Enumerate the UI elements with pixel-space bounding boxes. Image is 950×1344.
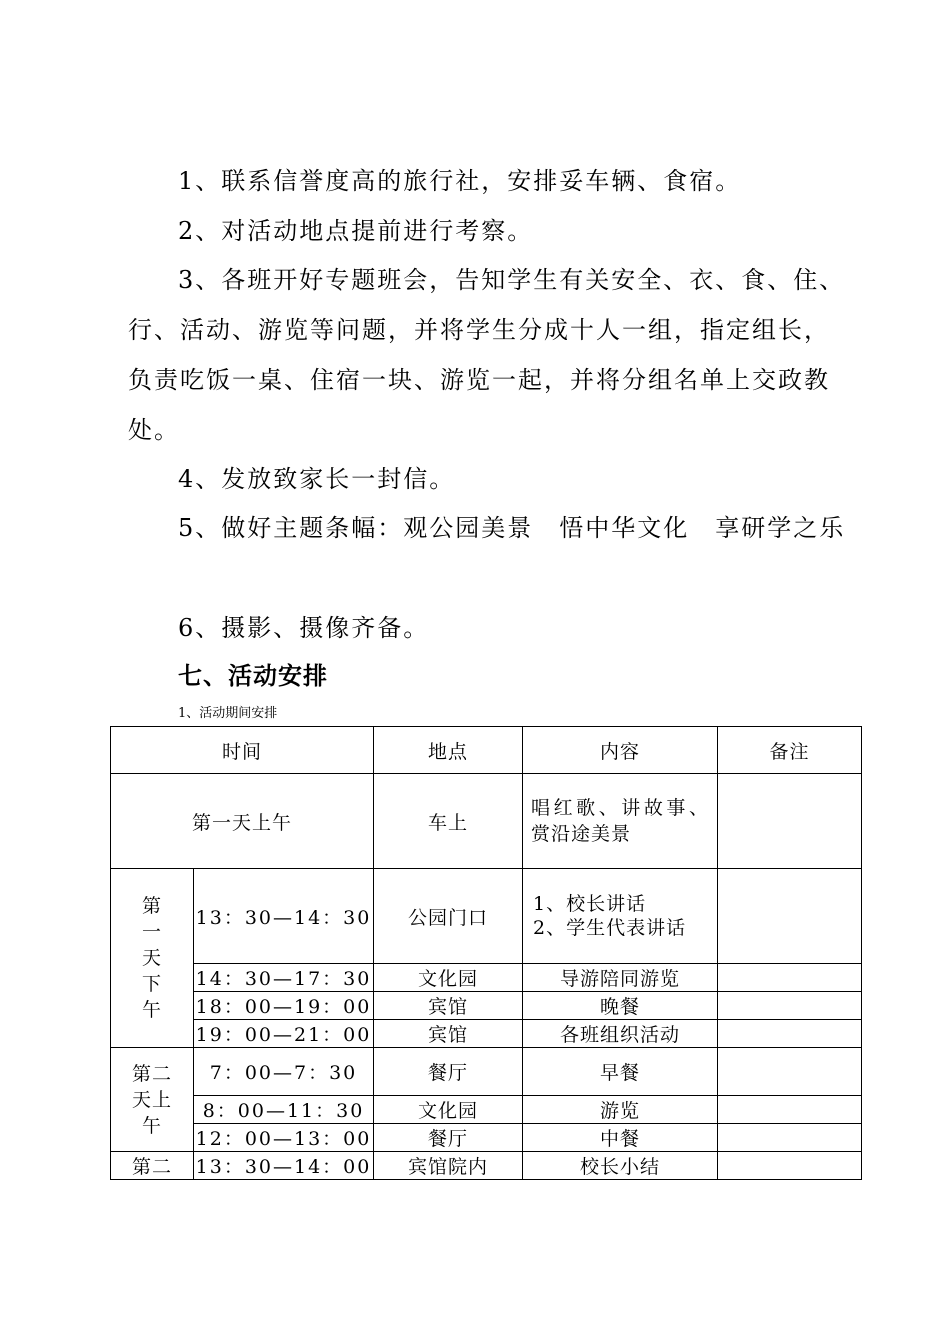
day1-morning-label: 第一天上午 [111, 774, 374, 869]
table-caption: 1、活动期间安排 [178, 706, 278, 721]
cell-time: 13：30—14：30 [194, 869, 374, 964]
cell-content: 中餐 [523, 1124, 718, 1152]
cell-place: 餐厅 [374, 1048, 523, 1096]
table-row [111, 992, 862, 1020]
table-header-row [111, 727, 862, 774]
table-row [111, 774, 862, 869]
cell-notes [718, 1048, 862, 1096]
cell-notes [718, 1124, 862, 1152]
paragraph-5: 5、做好主题条幅：观公园美景 悟中华文化 享研学之乐 [178, 514, 846, 542]
header-content: 内容 [523, 727, 718, 774]
cell-notes [718, 774, 862, 869]
cell-content: 唱红歌、讲故事、赏沿途美景 [523, 774, 718, 869]
cell-content: 1、校长讲话 2、学生代表讲话 [523, 869, 718, 964]
cell-place: 公园门口 [374, 869, 523, 964]
cell-time: 7：00—7：30 [194, 1048, 374, 1096]
paragraph-2: 2、对活动地点提前进行考察。 [178, 217, 534, 245]
header-time: 时间 [111, 727, 374, 774]
paragraph-6: 6、摄影、摄像齐备。 [178, 614, 430, 642]
cell-time: 19：00—21：00 [194, 1020, 374, 1048]
table-row [111, 1048, 862, 1096]
cell-place: 车上 [374, 774, 523, 869]
cell-content: 晚餐 [523, 992, 718, 1020]
table-row [111, 1124, 862, 1152]
table-row [111, 1096, 862, 1124]
cell-content: 游览 [523, 1096, 718, 1124]
table-row [111, 1152, 862, 1180]
cell-notes [718, 1152, 862, 1180]
cell-content: 早餐 [523, 1048, 718, 1096]
paragraph-3: 3、各班开好专题班会，告知学生有关安全、衣、食、住、行、活动、游览等问题，并将学生分成十人一组，指定组长，负责吃饭一桌、住宿一块、游览一起，并将分组名单上交政教处。 [128, 266, 846, 444]
cell-place: 餐厅 [374, 1124, 523, 1152]
paragraph-4: 4、发放致家长一封信。 [178, 465, 456, 493]
cell-time: 13：30—14：00 [194, 1152, 374, 1180]
cell-place: 文化园 [374, 964, 523, 992]
cell-content: 校长小结 [523, 1152, 718, 1180]
cell-time: 8：00—11：30 [194, 1096, 374, 1124]
section-heading: 七、活动安排 [178, 662, 328, 690]
cell-content: 各班组织活动 [523, 1020, 718, 1048]
schedule-table [110, 726, 862, 1180]
table-row [111, 964, 862, 992]
cell-place: 宾馆院内 [374, 1152, 523, 1180]
cell-time: 12：00—13：00 [194, 1124, 374, 1152]
cell-content: 导游陪同游览 [523, 964, 718, 992]
cell-time: 18：00—19：00 [194, 992, 374, 1020]
day2-morning-label: 第二 天上 午 [111, 1048, 194, 1152]
cell-notes [718, 992, 862, 1020]
cell-time: 14：30—17：30 [194, 964, 374, 992]
day2-afternoon-label: 第二 [111, 1152, 194, 1180]
cell-notes [718, 1096, 862, 1124]
table-row [111, 1020, 862, 1048]
cell-place: 宾馆 [374, 1020, 523, 1048]
cell-notes [718, 1020, 862, 1048]
header-notes: 备注 [718, 727, 862, 774]
cell-place: 文化园 [374, 1096, 523, 1124]
cell-place: 宾馆 [374, 992, 523, 1020]
day1-afternoon-label: 第 一 天 下 午 [111, 869, 194, 1048]
paragraph-1: 1、联系信誉度高的旅行社，安排妥车辆、食宿。 [178, 167, 742, 195]
cell-notes [718, 869, 862, 964]
cell-notes [718, 964, 862, 992]
header-place: 地点 [374, 727, 523, 774]
table-row [111, 869, 862, 964]
